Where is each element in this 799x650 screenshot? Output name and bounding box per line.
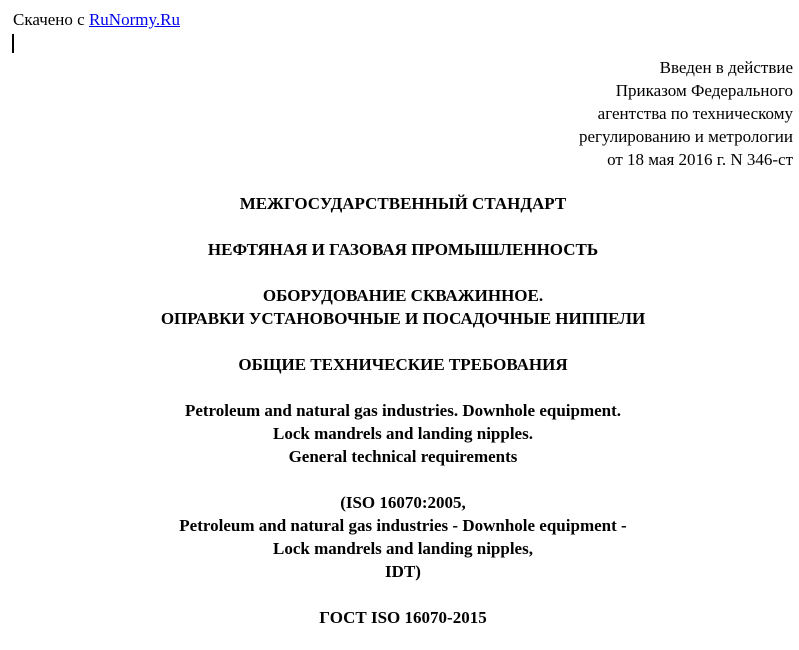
approval-line: агентства по техническому <box>597 104 793 123</box>
iso-reference-block <box>0 491 799 583</box>
gost-number-heading <box>0 606 799 629</box>
iso-reference-line: Petroleum and natural gas industries - Downhole equipment - <box>179 516 627 535</box>
industry: НЕФТЯНАЯ И ГАЗОВАЯ ПРОМЫШЛЕННОСТЬ <box>207 240 599 259</box>
gost-number: ГОСТ ISO 16070-2015 <box>319 608 487 627</box>
source-link[interactable]: RuNormy.Ru <box>88 10 180 29</box>
approval-block <box>579 56 793 171</box>
title-en-heading <box>0 399 799 468</box>
title-en-line: General technical requirements <box>288 447 518 466</box>
source-line <box>13 10 180 30</box>
source-prefix: Скачено с <box>13 10 85 29</box>
title-ru-line: ОПРАВКИ УСТАНОВОЧНЫЕ И ПОСАДОЧНЫЕ НИППЕЛИ <box>160 309 646 328</box>
iso-reference-line: IDT) <box>385 562 421 581</box>
approval-line: Введен в действие <box>659 58 793 77</box>
standard-type: МЕЖГОСУДАРСТВЕННЫЙ СТАНДАРТ <box>239 194 567 213</box>
iso-reference-line: (ISO 16070:2005, <box>340 493 466 512</box>
subtitle-ru-heading <box>0 353 799 376</box>
approval-line: Приказом Федерального <box>615 81 793 100</box>
approval-line: регулированию и метрологии <box>578 127 793 146</box>
iso-reference-line: Lock mandrels and landing nipples, <box>273 539 533 558</box>
standard-type-heading <box>0 192 799 215</box>
title-en-line: Petroleum and natural gas industries. Downhole equipment. <box>184 401 622 420</box>
industry-heading <box>0 238 799 261</box>
approval-line: от 18 мая 2016 г. N 346-ст <box>607 150 793 169</box>
subtitle-ru: ОБЩИЕ ТЕХНИЧЕСКИЕ ТРЕБОВАНИЯ <box>238 355 568 374</box>
title-ru-line: ОБОРУДОВАНИЕ СКВАЖИННОЕ. <box>262 286 544 305</box>
title-en-line: Lock mandrels and landing nipples. <box>273 424 533 443</box>
text-cursor <box>12 34 14 53</box>
title-ru-heading <box>0 284 799 330</box>
